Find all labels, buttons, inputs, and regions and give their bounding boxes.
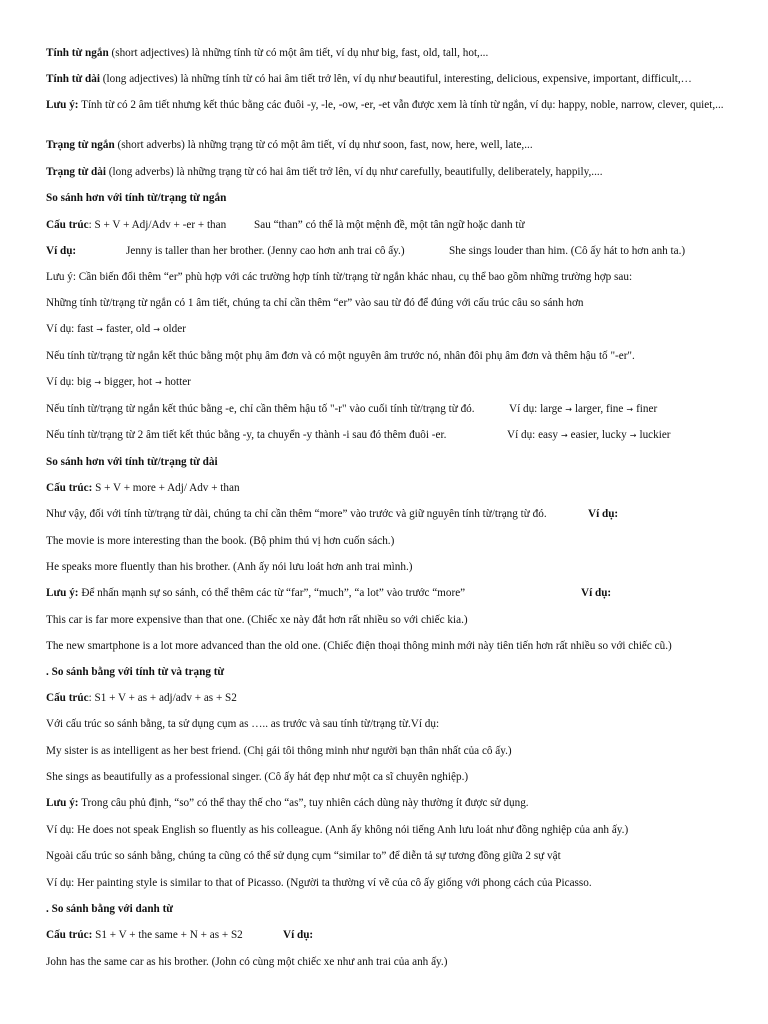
example-line: This car is far more expensive than that one. (Chiếc xe này đắt hơn rất nhiều so với chiếc kia.) <box>46 614 468 626</box>
term: Tính từ dài <box>46 73 100 85</box>
paragraph-text: (short adjectives) là những tính từ có một âm tiết, ví dụ như big, fast, old, tall, hot,... <box>108 47 489 59</box>
example-text: older <box>162 323 186 335</box>
rule-text: Nếu tính từ/trạng từ ngắn kết thúc bằng -e, chỉ cần thêm hậu tố "-r" vào cuối tính từ/trạng từ đó. <box>46 403 475 415</box>
arrow-icon: → <box>153 325 160 334</box>
arrow-icon: → <box>155 378 162 387</box>
example-text <box>507 429 671 442</box>
paragraph-text: (long adjectives) là những tính từ có hai âm tiết trở lên, ví dụ như beautiful, interesting, delicious, expensive, important, difficult,… <box>99 73 692 85</box>
structure-formula: : S1 + V + as + adj/adv + as + S2 <box>88 692 237 704</box>
note-label: Lưu ý: <box>46 797 79 809</box>
example-word: larger, fine <box>574 403 624 415</box>
rule-line: Với cấu trúc so sánh bằng, ta sử dụng cụm as ….. as trước và sau tính từ/trạng từ.Ví dụ: <box>46 718 440 730</box>
example-label: Ví dụ: <box>283 929 314 941</box>
example-line: She sings as beautifully as a professional singer. (Cô ấy hát đẹp như một ca sĩ chuyên nghiệp.) <box>46 771 469 783</box>
paragraph-note-adjectives <box>46 99 728 112</box>
rule-line: Nếu tính từ/trạng từ ngắn kết thúc bằng một phụ âm đơn và có một nguyên âm trước nó, nhân đôi phụ âm đơn và thêm hậu tố "-er". <box>46 350 635 362</box>
example-word: easier, lucky <box>570 429 627 441</box>
example-label: Ví dụ: <box>588 508 619 520</box>
arrow-icon: → <box>94 378 102 387</box>
structure-line <box>46 692 728 705</box>
example-text: Jenny is taller than her brother. (Jenny cao hơn anh trai cô ấy.) <box>126 245 405 257</box>
section-heading: . So sánh bằng với tính từ và trạng từ <box>46 666 225 678</box>
structure-label: Cấu trúc: <box>46 929 93 941</box>
term: Trạng từ dài <box>46 166 106 178</box>
structure-line <box>46 219 728 232</box>
section-heading: So sánh hơn với tính từ/trạng từ ngắn <box>46 192 227 204</box>
example-line <box>46 323 728 336</box>
term: Trạng từ ngắn <box>46 139 115 151</box>
example-text: Ví dụ: fast <box>46 323 94 335</box>
structure-formula: : S + V + Adj/Adv + -er + than <box>88 219 227 231</box>
rule-text: Như vậy, đối với tính từ/trạng từ dài, chúng ta chỉ cần thêm “more” vào trước và giữ nguyên tính từ/trạng từ đó. <box>46 508 547 520</box>
example-text: bigger, hot <box>104 376 153 388</box>
rule-line <box>46 403 728 416</box>
example-line: John has the same car as his brother. (John có cùng một chiếc xe như anh trai của anh ấy.) <box>46 956 448 968</box>
section-heading: . So sánh bằng với danh từ <box>46 903 174 915</box>
paragraph-text: Tính từ có 2 âm tiết nhưng kết thúc bằng các đuôi -y, -le, -ow, -er, -et vẫn được xem là tính từ ngắn, ví dụ: happy, noble, narrow, clever, quiet,... <box>78 99 724 111</box>
term: Lưu ý: <box>46 99 79 111</box>
note-line <box>46 797 728 810</box>
example-line <box>46 245 728 258</box>
section-heading: So sánh hơn với tính từ/trạng từ dài <box>46 456 218 468</box>
term: Tính từ ngắn <box>46 47 109 59</box>
example-word: Ví dụ: easy <box>507 429 558 441</box>
paragraph-long-adjectives <box>46 73 728 86</box>
note-line: Lưu ý: Cần biến đổi thêm “er” phù hợp với các trường hợp tính từ/trạng từ ngắn khác nhau, cụ thể bao gồm những trường hợp sau: <box>46 271 633 283</box>
rule-text: Nếu tính từ/trạng từ 2 âm tiết kết thúc bằng -y, ta chuyển -y thành -i sau đó thêm đuôi -er. <box>46 429 447 441</box>
rule-line: Những tính từ/trạng từ ngắn có 1 âm tiết, chúng ta chỉ cần thêm “er” vào sau từ đó để đúng với cấu trúc câu so sánh hơn <box>46 297 584 309</box>
structure-note: Sau “than” có thể là một mệnh đề, một tân ngữ hoặc danh từ <box>254 219 525 231</box>
arrow-icon: → <box>560 431 568 440</box>
example-text <box>509 403 657 416</box>
example-line: The movie is more interesting than the book. (Bộ phim thú vị hơn cuốn sách.) <box>46 535 395 547</box>
example-line: My sister is as intelligent as her best friend. (Chị gái tôi thông minh như người bạn thân nhất của cô ấy.) <box>46 745 512 757</box>
example-line: The new smartphone is a lot more advanced than the old one. (Chiếc điện thoại thông minh mới này tiên tiến hơn rất nhiều so với chiếc cũ.) <box>46 640 672 652</box>
arrow-icon: → <box>565 405 572 414</box>
example-text: hotter <box>164 376 191 388</box>
note-text: Để nhấn mạnh sự so sánh, có thể thêm các từ “far”, “much”, “a lot” vào trước “more” <box>78 587 466 599</box>
structure-line <box>46 929 728 942</box>
paragraph-text: (short adverbs) là những trạng từ có một âm tiết, ví dụ như soon, fast, now, here, well, late,... <box>114 139 533 151</box>
arrow-icon: → <box>629 431 637 440</box>
example-line: Ví dụ: Her painting style is similar to that of Picasso. (Người ta thường ví vẽ của cô ấy giống với phong cách của Picasso. <box>46 877 592 889</box>
example-word: Ví dụ: large <box>509 403 563 415</box>
structure-formula: S1 + V + the same + N + as + S2 <box>92 929 243 941</box>
paragraph-short-adverbs <box>46 139 728 152</box>
paragraph-short-adjectives <box>46 47 728 60</box>
note-label: Lưu ý: <box>46 587 79 599</box>
note-line <box>46 587 728 600</box>
example-line: He speaks more fluently than his brother. (Anh ấy nói lưu loát hơn anh trai mình.) <box>46 561 413 573</box>
paragraph-long-adverbs <box>46 166 728 179</box>
example-text: She sings louder than him. (Cô ấy hát to hơn anh ta.) <box>449 245 686 257</box>
example-text: Ví dụ: big <box>46 376 92 388</box>
structure-line <box>46 482 728 495</box>
example-label: Ví dụ: <box>581 587 612 599</box>
rule-line <box>46 429 728 442</box>
example-line <box>46 376 728 389</box>
example-word: finer <box>636 403 658 415</box>
example-line: Ví dụ: He does not speak English so fluently as his colleague. (Anh ấy không nói tiếng Anh lưu loát như đồng nghiệp của anh ấy.) <box>46 824 629 836</box>
example-text: faster, old <box>105 323 151 335</box>
paragraph-text: (long adverbs) là những trạng từ có hai âm tiết trở lên, ví dụ như carefully, beautifully, deliberately, happily,.... <box>105 166 603 178</box>
example-label: Ví dụ: <box>46 245 77 257</box>
structure-label: Cấu trúc: <box>46 482 93 494</box>
rule-line <box>46 508 728 521</box>
arrow-icon: → <box>626 405 634 414</box>
note-text: Trong câu phủ định, “so” có thể thay thế cho “as”, tuy nhiên cách dùng này thường ít được sử dụng. <box>78 797 529 809</box>
arrow-icon: → <box>96 325 103 334</box>
structure-label: Cấu trúc <box>46 219 89 231</box>
structure-label: Cấu trúc <box>46 692 89 704</box>
rule-line: Ngoài cấu trúc so sánh bằng, chúng ta cũng có thể sử dụng cụm “similar to” để diễn tả sự tương đồng giữa 2 sự vật <box>46 850 561 862</box>
example-word: luckier <box>639 429 671 441</box>
structure-formula: S + V + more + Adj/ Adv + than <box>92 482 240 494</box>
